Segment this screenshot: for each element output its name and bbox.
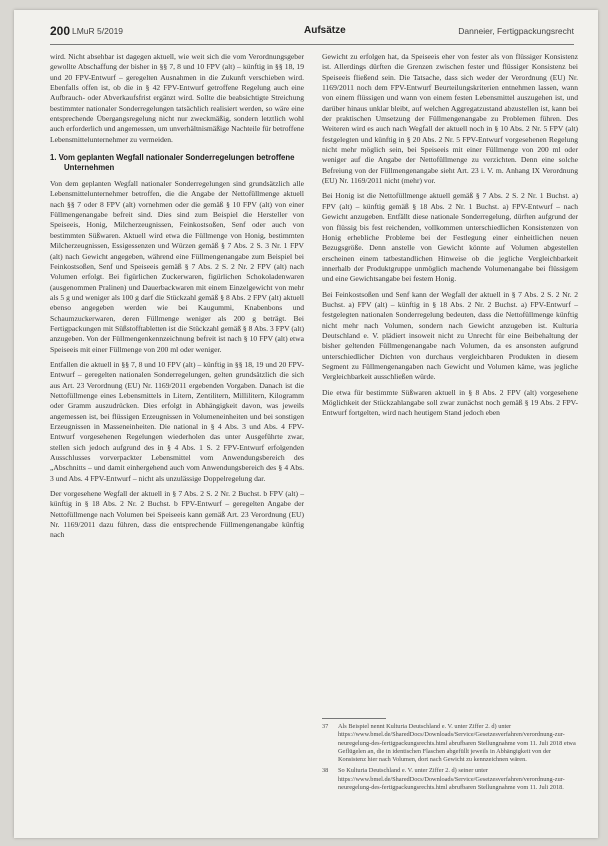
journal-reference: LMuR 5/2019 (72, 26, 124, 36)
paragraph: Bei Feinkostsoßen und Senf kann der Wegfall der aktuell in § 7 Abs. 2 S. 2 Nr. 2 Buchst. a) FPV (alt) – künftig in § 18 Abs. 2 Nr. 2 Buchst. a) FPV-Entwurf – festgelegten nationalen Sonderregelung bedeuten, dass die Nettofüllmenge künftig nicht mehr nach Volumen, sondern nach Gewicht anzugeben ist. Kulturia Deutschland e. V. plädiert insoweit nicht zu Unrecht für eine Beibehaltung der bisher geltenden Füllmengenangabe nach Volumen, da es ansonsten aufgrund unterschiedlicher Dichten von durchaus vergleichbaren Produkten in diesem Segment zu Füllmengenangaben nach Gewicht und Volumen käme, was jegliche Vergleichbarkeit ausschließen würde. (322, 289, 578, 382)
left-column (50, 52, 304, 546)
subsection-heading: 1. Vom geplanten Wegfall nationaler Sonderregelungen betroffene Unternehmen (50, 153, 295, 173)
footnote-text: So Kulturia Deutschland e. V. unter Ziffer 2. d) seiner unter https://www.bmel.de/SharedDocs/Downloads/Service/Gesetzesverfahren/verordnung-zur-neuregelung-des-fertigpackungsrechts.html abrufbaren Stellungnahme vom 11. Juli 2018. (338, 767, 565, 792)
footnote-text: Als Beispiel nennt Kulturia Deutschland e. V. unter Ziffer 2. d) unter https://www.bmel.de/SharedDocs/Downloads/Service/Gesetzesverfahren/verordnung-zur-neuregelung-des-fertigpackungsrechts.html abrufbaren Stellungnahme vom 11. Juli 2018 etwa Geflügelen an, die in identischen Flaschen abgefüllt jeweils in Abhängigkeit von der Konsistenz hier nach Volumen, dort nach Gewicht zu kennzeichnen wären. (338, 723, 576, 764)
paragraph: Gewicht zu erfolgen hat, da Speiseeis eher von fester als von flüssiger Konsistenz ist. Allerdings dürften die Grenzen zwischen fester und flüssiger Konsistenz bei Speiseeis fließend sein. Die Tatsache, dass sich weder der Verordnung (EU) Nr. 1169/2011 noch dem FPV-Entwurf Beurteilungskriterien entnehmen lassen, wann von einem flüssigen und wann von einem festen Lebensmittel auszugehen ist, und darüber hinaus unklar bleibt, auf welchen Aggregatzustand abzustellen ist, kann bei der praktischen Umsetzung der Füllmengenangabe zu Problemen führen. Des Weiteren wird es auch nach Wegfall der aktuell noch in § 10 Abs. 2 Nr. 5 FPV (alt) festgelegten und künftig in § 20 Abs. 2 Nr. 5 FPV-Entwurf vorgesehenen Regelung nicht mehr möglich sein, bei Speiseeis mit einer Füllmenge von 200 ml oder weniger auf die Angabe der Nettofüllmenge zu verzichten. Denn eine solche Befreiung von der Füllmengenangabe sieht Art. 23 i. V. m. Anhang IX Verordnung (EU) Nr. 1169/2011 nicht (mehr) vor. (322, 52, 578, 186)
footnote-rule (322, 718, 386, 719)
paragraph: Bei Honig ist die Nettofüllmenge aktuell gemäß § 7 Abs. 2 S. 2 Nr. 1 Buchst. a) FPV (alt) – künftig gemäß § 18 Abs. 2 Nr. 1 Buchst. a) FPV-Entwurf – nach Gewicht anzugeben. Entfällt diese nationale Sonderregelung, dürften aufgrund der von flüssig bis fest reichenden, vollkommen unterschiedlichen Konsistenzen von Honig erhebliche Probleme bei der Festlegung einer einheitlichen neuen Bezugsgröße. Denn anstelle von Gewicht könnte auf Volumen abgestellen erscheinen einem tatbestandlichen Hinweise ob die jegliche Vergleichbarkeit innerhalb der Produktgruppe unmöglich machende Volumenangabe bei flüssigem und eine Gewichtsangabe bei festem Honig. (322, 191, 578, 284)
footnote-number: 37 (322, 723, 329, 730)
running-head: Danneier, Fertigpackungsrecht (458, 26, 574, 36)
footnote (322, 767, 578, 792)
header-rule (50, 44, 574, 45)
footnote-number: 38 (322, 767, 329, 775)
footnotes (322, 723, 578, 795)
paragraph: wird. Nicht absehbar ist dagegen aktuell, wie weit sich die vom Verordnungsgeber gewollte Abschaffung der bisher in §§ 7, 8 und 10 FPV (alt) – künftig in §§ 18, 19 und 20 FPV-Entwurf – geregelten Ausnahmen in die Zukunft verschieben wird. Ebenfalls offen ist, ob die in § 42 FPV-Entwurf getroffene Regelung auch eine Aufbrauch- oder Abverkaufsfrist ergänzt wird. Sollte die beabsichtigte Streichung bestimmter nationaler Sonderregelungen tatsächlich realisiert werden, so wäre eine entsprechende Übergangsregelung nicht nur zweckmäßig, sondern letztlich wohl auch erforderlich und angemessen, um unverhältnismäßige Nachteile für betroffene Lebensmittelunternehmer zu vermeiden. (50, 52, 304, 144)
paragraph: Der vorgesehene Wegfall der aktuell in § 7 Abs. 2 S. 2 Nr. 2 Buchst. b FPV (alt) – künftig in § 18 Abs. 2 Nr. 2 Buchst. b FPV-Entwurf – geregelten Angabe der Nettofüllmenge nach Volumen bei Speiseeis kann gemäß Art. 23 Verordnung (EU) Nr. 1169/2011 dazu führen, dass die entsprechende Füllmengenangabe künftig nach (50, 489, 304, 540)
paragraph: Von dem geplanten Wegfall nationaler Sonderregelungen sind grundsätzlich alle Lebensmittelunternehmer betroffen, die die Angabe der Nettofüllmenge aktuell nach §§ 7 oder 8 FPV (alt) vornehmen oder die gemäß § 10 FPV (alt) von einer Füllmengenangabe befreit sind. Dies sind zum Beispiel die Hersteller von Speiseeis, Honig, Milcherzeugnissen, Feinkostsoßen, Senf oder auch von bestimmten Süßwaren. Aktuell wird etwa die Füllmenge von Honig, bestimmten Milcherzeugnissen, Essigessenzen und Würzen gemäß § 7 Abs. 2 S. 3 Nr. 1 FPV (alt) nach Gewicht angegeben, während eine Füllmengenangabe zum Beispiel bei Feinkostsoßen, Senf und Speiseeis gemäß § 7 Abs. 2 S. 2 Nr. 2 FPV (alt) nach Volumen erfolgt. Bei figürlichen Zuckerwaren, figürlichen Schokoladenwaren (ausgenommen Pralinen) und Dauerbackwaren mit einem Einzelgewicht von mehr als 5 g und weniger als 100 g darf die Stückzahl gemäß § 8 Abs. 2 FPV (alt) aktuell ebenso angegeben werden wie bei Kaugummi, Knabenbons und Schaumzuckerwaren, deren Füllmenge weniger als 200 g beträgt. Bei Fertigpackungen mit Süßstofftabletten ist die Stückzahl gemäß § 8 Abs. 3 FPV (alt) anzugeben. Von der Füllmengenkennzeichnung befreit ist nach § 10 FPV (alt) etwa Speiseeis mit einer Füllmenge von 200 ml oder weniger. (50, 179, 304, 354)
paragraph: Die etwa für bestimmte Süßwaren aktuell in § 8 Abs. 2 FPV (alt) vorgesehene Möglichkeit der Stückzahlangabe soll zwar zunächst noch gemäß § 19 Abs. 2 FPV-Entwurf fortgelten, wird nach heutigem Stand jedoch eben (322, 387, 578, 418)
footnote (322, 723, 578, 764)
page-number: 200 (50, 24, 71, 38)
section-title: Aufsätze (304, 25, 346, 36)
right-column (322, 52, 578, 424)
paragraph: Entfallen die aktuell in §§ 7, 8 und 10 FPV (alt) – künftig in §§ 18, 19 und 20 FPV-Entwurf – geregelten nationalen Sonderregelungen, gelten grundsätzlich die sich aus Art. 23 Verordnung (EU) Nr. 1169/2011 ergebenden Vorgaben. Danach ist die Nettofüllmenge eines Lebensmittels in Litern, Zentilitern, Millilitern, Kilogramm oder Gramm auszudrücken. Dies erfolgt in Abhängigkeit davon, was jeweils angemessen ist, bei flüssigen Erzeugnissen in Volumeneinheiten und bei sonstigen Erzeugnissen in Masseneinheiten. Die national in § 4 Abs. 3 und Abs. 4 FPV-Entwurf vorgesehenen Regelungen wiederholen das unter Ausgeführte zwar, stellen sich jedoch aufgrund des in § 4 Abs. 1 S. 2 FPV-Entwurf erfolgenden Ausschlusses vorverpackter Lebensmittel vom Anwendungsbereich des „Abschnitts – und damit einhergehend auch vom Anwendungsbereich des § 4 Abs. 3 und Abs. 4 FPV-Entwurf – nicht als unzulässige Doppelregelung dar. (50, 359, 304, 483)
page-header (50, 24, 574, 40)
